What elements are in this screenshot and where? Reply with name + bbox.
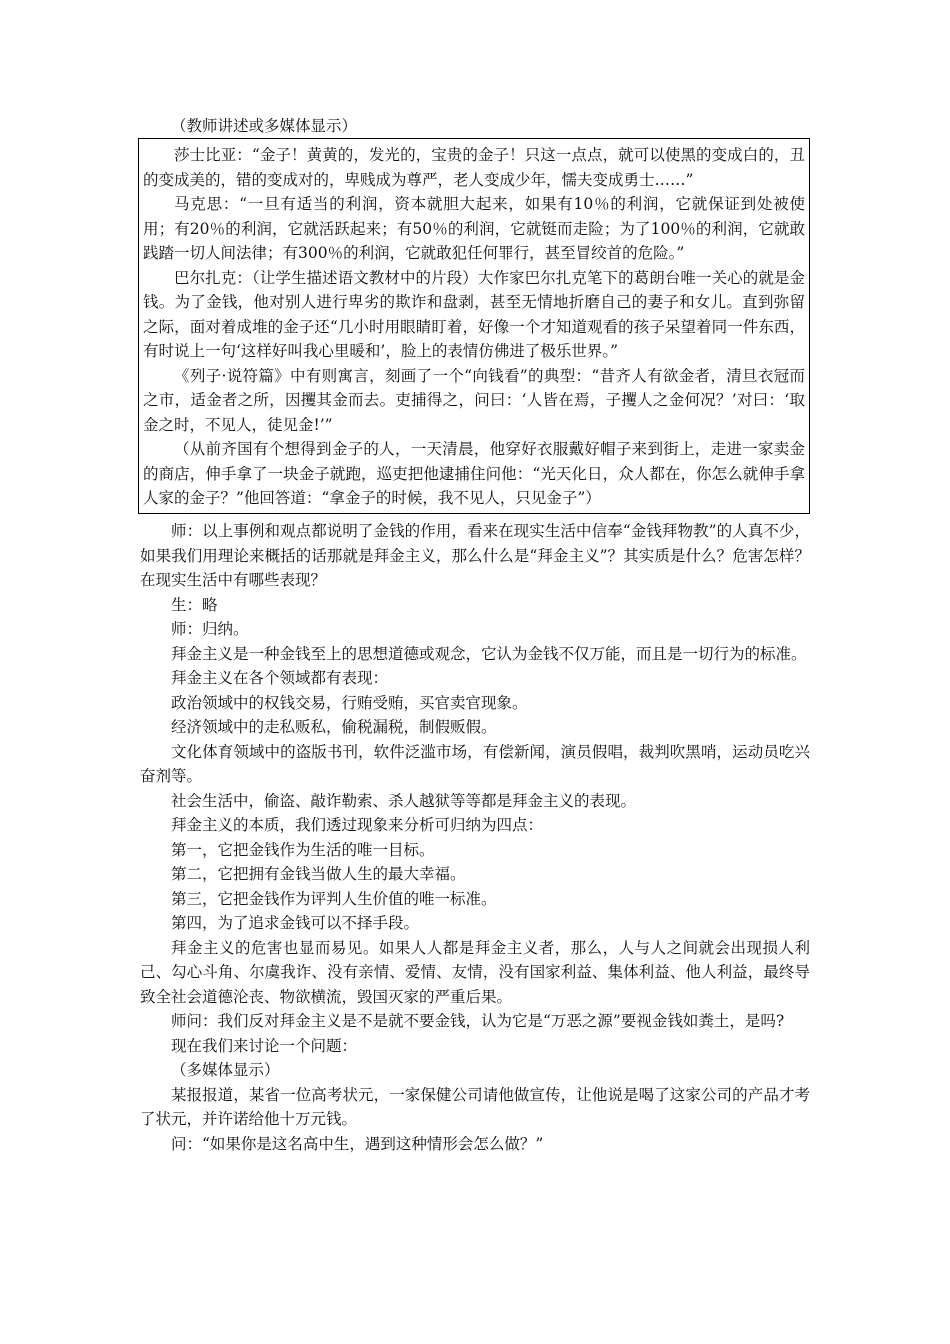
list-item: 第二，它把拥有金钱当做人生的最大幸福。 — [171, 865, 466, 883]
quote-balzac: 巴尔扎克：（让学生描述语文教材中的片段）大作家巴尔扎克笔下的葛朗台唯一关心的就是金钱。为了金钱，他对别人进行卑劣的欺诈和盘剥，甚至无情地折磨自己的妻子和女儿。直到弥留之际，面对着成堆的金子还“几小时用眼睛盯着，好像一个才知道观看的孩子呆望着同一件东西，有时说上一句‘这样好叫我心里暖和’，脸上的表情仿佛进了极乐世界。” — [143, 268, 805, 360]
paragraph: 拜金主义的危害也显而易见。如果人人都是拜金主义者，那么，人与人之间就会出现损人利己、勾心斗角、尔虞我诈、没有亲情、爱情、友情，没有国家利益、集体利益、他人利益，最终导致全社会道德沦丧、物欲横流，毁国灭家的严重后果。 — [140, 938, 810, 1006]
quote-shakespeare: 莎士比亚：“金子！黄黄的，发光的，宝贵的金子！只这一点点，就可以使黑的变成白的，丑的变成美的，错的变成对的，卑贱成为尊严，老人变成少年，懦夫变成勇士……” — [143, 146, 805, 189]
main-text — [140, 519, 810, 1156]
paragraph: （多媒体显示） — [171, 1061, 280, 1079]
paragraph: 社会生活中，偷盗、敲诈勒索、杀人越狱等等都是拜金主义的表现。 — [171, 791, 637, 810]
paragraph: 师：归纳。 — [171, 620, 249, 638]
list-item: 第四，为了追求金钱可以不择手段。 — [171, 914, 420, 932]
paragraph: 经济领域中的走私贩私，偷税漏税，制假贩假。 — [171, 718, 497, 736]
paragraph: 现在我们来讨论一个问题： — [171, 1036, 358, 1055]
paragraph: 拜金主义是一种金钱至上的思想道德或观念，它认为金钱不仅万能，而且是一切行为的标准。 — [171, 644, 807, 663]
paragraph: 师问：我们反对拜金主义是不是就不要金钱，认为它是“万恶之源”要视金钱如粪土，是吗? — [171, 1012, 785, 1030]
paragraph: 文化体育领域中的盗版书刊，软件泛滥市场，有偿新闻，演员假唱，裁判吹黑哨，运动员吃兴奋剂等。 — [140, 742, 810, 785]
quotation-box — [138, 138, 810, 514]
quote-marx: 马克思：“一旦有适当的利润，资本就胆大起来，如果有10％的利润，它就保证到处被使用；有20％的利润，它就活跃起来；有50％的利润，它就铤而走险；为了100％的利润，它就敢践踏一切人间法律；有300％的利润，它就敢犯任何罪行，甚至冒绞首的危险。” — [143, 195, 805, 262]
paragraph: 问：“如果你是这名高中生，遇到这种情形会怎么做？” — [171, 1134, 544, 1153]
paragraph: 某报报道，某省一位高考状元，一家保健公司请他做宣传，让他说是喝了这家公司的产品才考了状元，并许诺给他十万元钱。 — [140, 1085, 810, 1128]
list-item: 第三，它把金钱作为评判人生价值的唯一标准。 — [171, 889, 497, 908]
paragraph: 生：略 — [171, 595, 218, 614]
paragraph: 拜金主义的本质，我们透过现象来分析可归纳为四点： — [171, 816, 544, 834]
paragraph: 拜金主义在各个领域都有表现： — [171, 669, 389, 687]
paragraph: 政治领域中的权钱交易，行贿受贿，买官卖官现象。 — [171, 693, 528, 712]
list-item: 第一，它把金钱作为生活的唯一目标。 — [171, 840, 435, 859]
intro-note: （教师讲述或多媒体显示） — [171, 117, 358, 135]
quote-liezi-translation: （从前齐国有个想得到金子的人，一天清晨，他穿好衣服戴好帽子来到街上，走进一家卖金的商店，伸手拿了一块金子就跑，巡吏把他逮捕住问他：“光天化日，众人都在，你怎么就伸手拿人家的金子？”他回答道：“拿金子的时候，我不见人，只见金子”） — [143, 440, 805, 507]
paragraph: 师：以上事例和观点都说明了金钱的作用，看来在现实生活中信奉“金钱拜物教”的人真不少，如果我们用理论来概括的话那就是拜金主义，那么什么是“拜金主义”？其实质是什么？危害怎样？在现实生活中有哪些表现？ — [140, 522, 810, 589]
quote-liezi: 《列子·说符篇》中有则寓言，刻画了一个“向钱看”的典型：“昔齐人有欲金者，清旦衣冠而之市，适金者之所，因攫其金而去。吏捕得之，问曰：‘人皆在焉，子攫人之金何况？’对曰：‘取金之时，不见人，徒见金!’” — [143, 366, 805, 434]
